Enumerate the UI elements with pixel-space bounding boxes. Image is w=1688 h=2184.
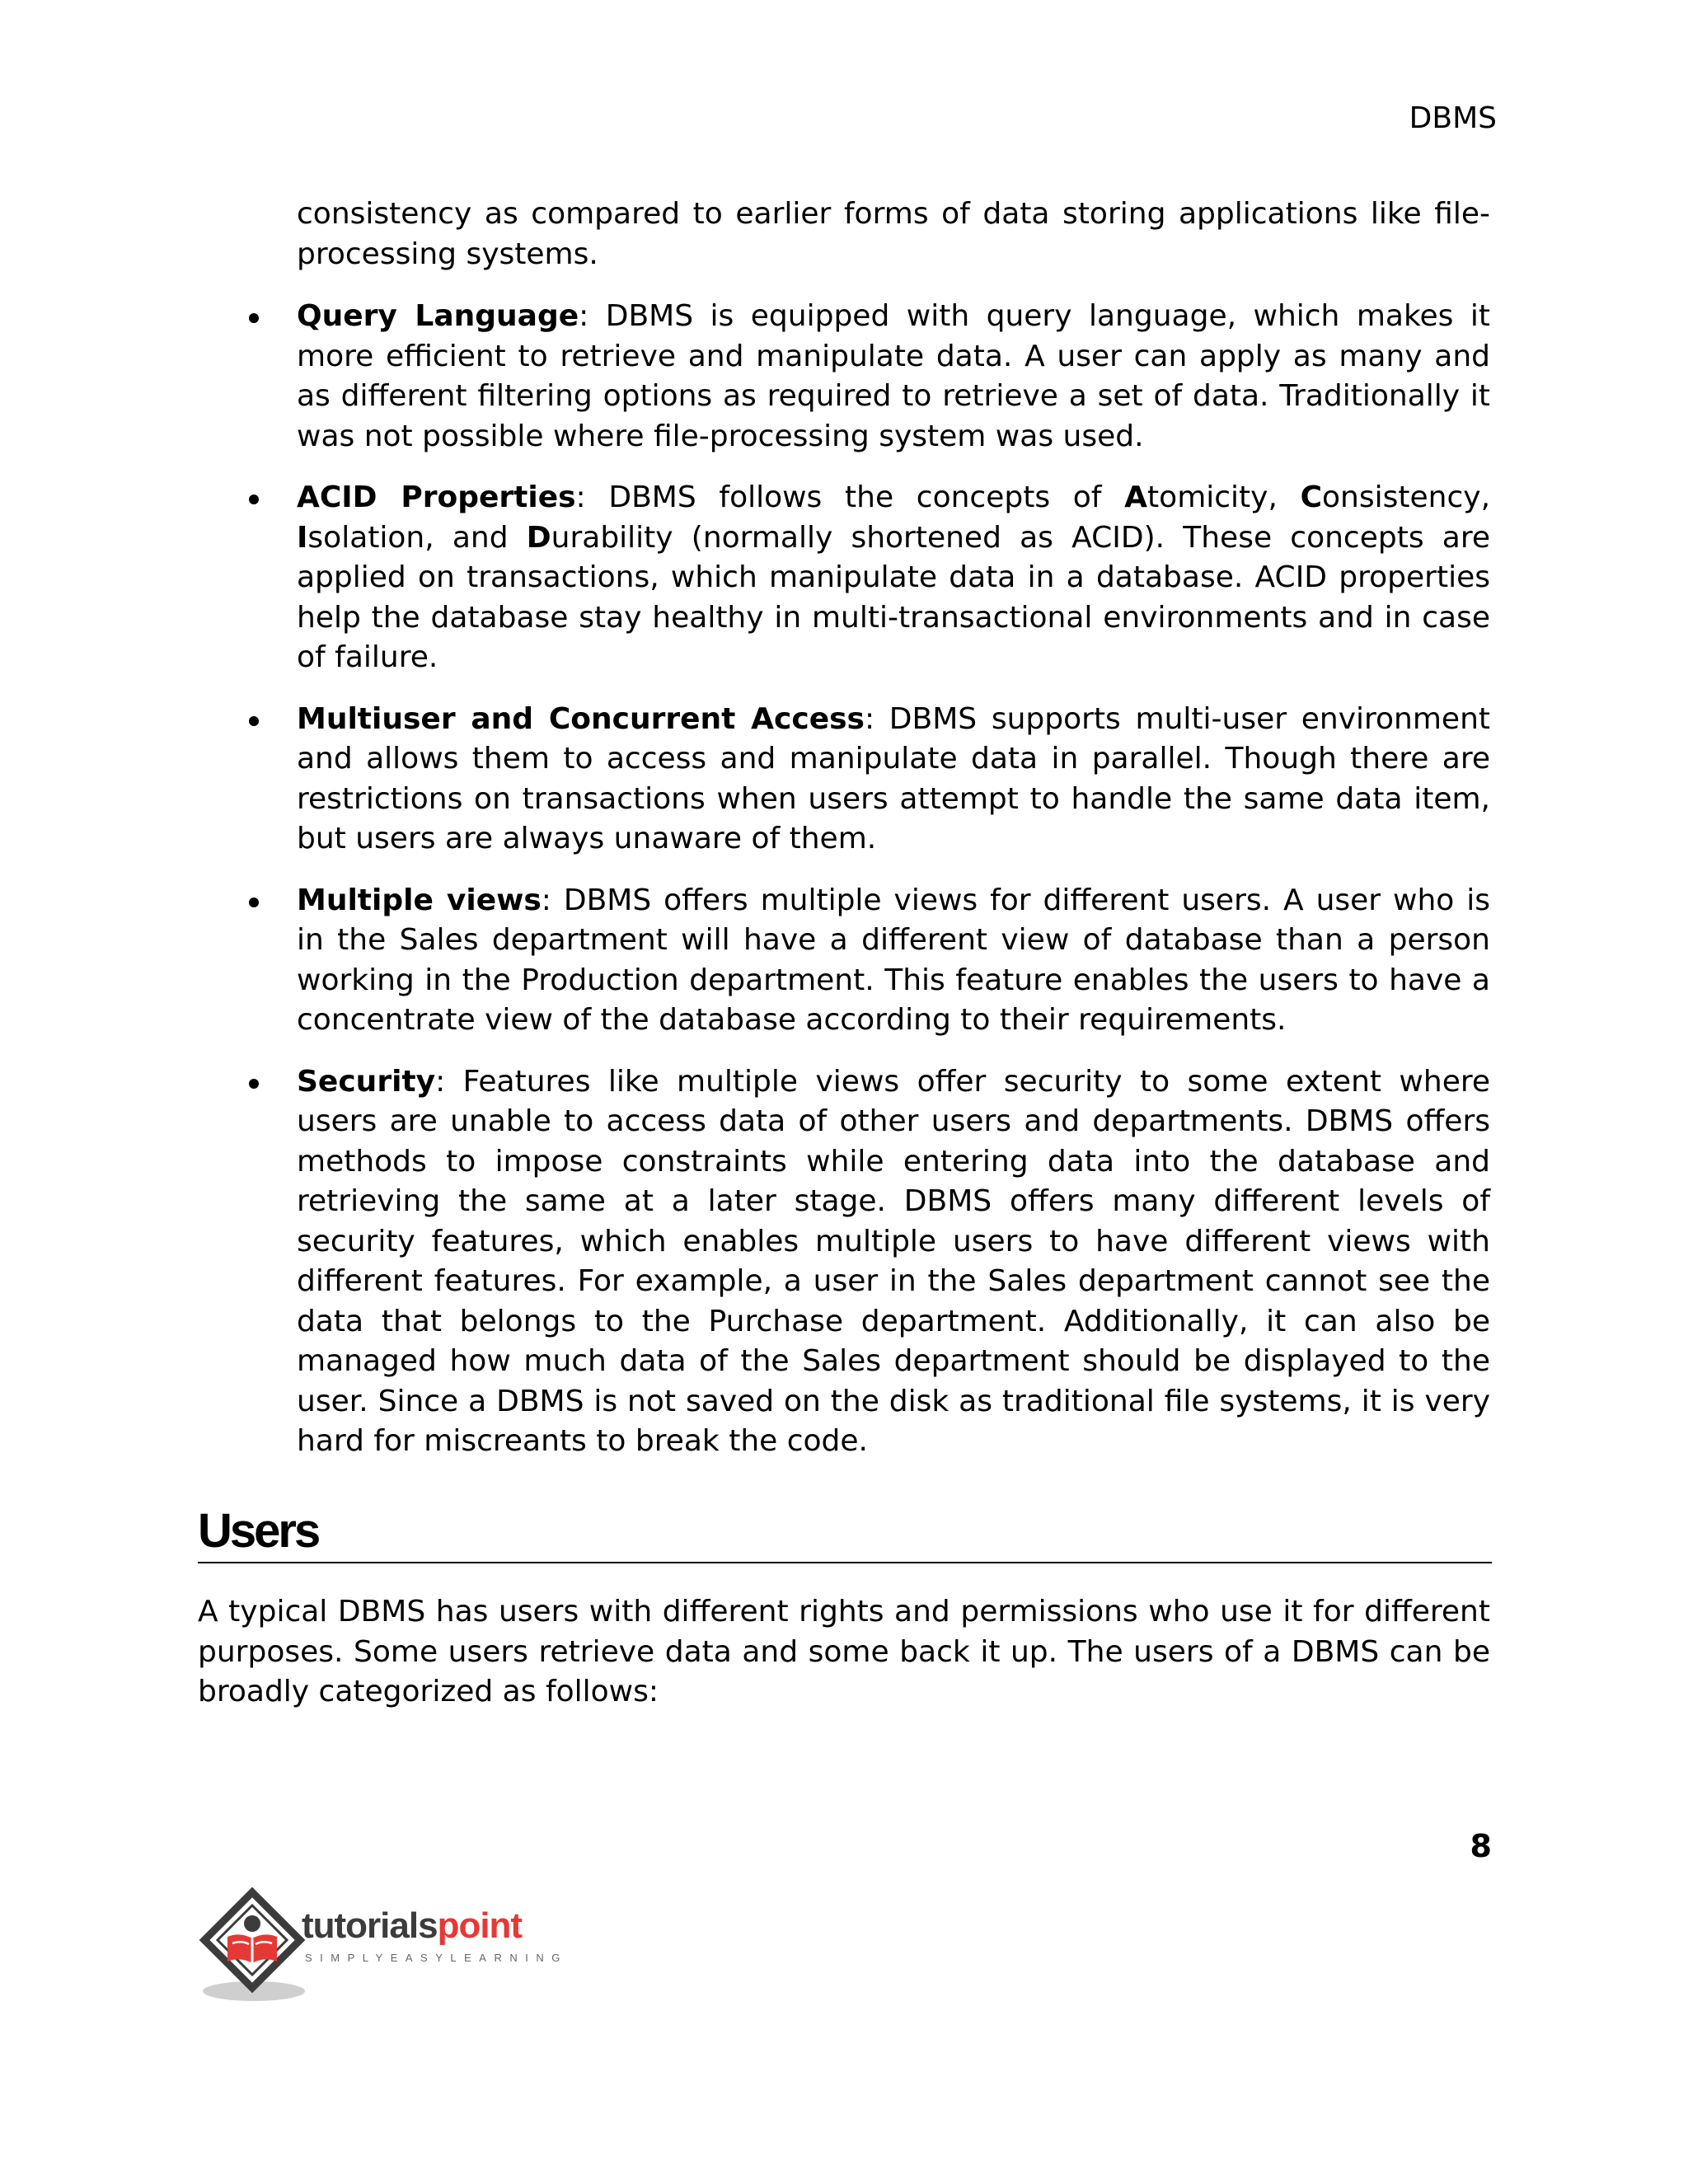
feature-term: ACID Properties	[297, 480, 576, 514]
feature-text: : DBMS is equipped with query language, which makes it more efficient to retrieve and manipulate data. A user can apply as many and as different filtering options as required to retrieve a set of data. Traditionally it was not possible where file-processing system was used.	[297, 299, 1491, 453]
bullet-icon	[249, 1079, 259, 1089]
feature-list	[297, 297, 1490, 1483]
feature-term: Multiple views	[297, 883, 542, 917]
feature-text-part: : DBMS follows the concepts of	[575, 480, 1125, 514]
tutorialspoint-logo-icon	[195, 1886, 310, 2009]
acid-letter: D	[526, 520, 551, 555]
feature-text-part: tomicity,	[1147, 480, 1301, 514]
feature-text: : Features like multiple views offer security to some extent where users are unable to access data of other users and departments. DBMS offers methods to impose constraints while entering data into the database and retrieving the same at a later stage. DBMS offers many different levels of security features, which enables multiple users to have different views with different features. For example, a user in the Sales department cannot see the data that belongs to the Purchase department. Additionally, it can also be managed how much data of the Sales department should be displayed to the user. Since a DBMS is not saved on the disk as traditional file systems, it is very hard for miscreants to break the code.	[297, 1064, 1490, 1458]
feature-term: Multiuser and Concurrent Access	[297, 701, 865, 736]
continuation-paragraph: consistency as compared to earlier forms of data storing applications like file-processing systems.	[297, 197, 1490, 271]
feature-term: Security	[297, 1064, 436, 1099]
feature-text: : DBMS offers multiple views for different users. A user who is in the Sales department will have a different view of database than a person working in the Production department. This feature enables the users to have a concentrate view of the database according to their requirements.	[297, 883, 1490, 1037]
section-heading: Users	[198, 1504, 319, 1558]
bullet-icon	[249, 313, 259, 323]
list-item	[297, 1062, 1490, 1462]
section-intro-paragraph: A typical DBMS has users with different rights and permissions who use it for different purposes. Some users retrieve data and some back it up. The users of a DBMS can be broadly categorized as follows:	[198, 1595, 1490, 1708]
section-heading-block	[198, 1504, 1492, 1563]
feature-text-part: urability (normally shortened as ACID). These concepts are applied on transactions, which manipulate data in a database. ACID properties help the database stay healthy in multi-transactional environments and in case of failure.	[297, 520, 1490, 674]
logo-name-part2: point	[437, 1905, 523, 1946]
list-item	[297, 881, 1490, 1041]
acid-letter: A	[1124, 480, 1148, 514]
feature-term: Query Language	[297, 299, 579, 333]
logo-tagline: SIMPLYEASYLEARNING	[305, 1952, 568, 1964]
list-item	[297, 478, 1490, 678]
acid-letter: I	[297, 520, 308, 555]
logo-wordmark	[302, 1905, 522, 1947]
running-header: DBMS	[1409, 101, 1497, 135]
feature-text: : DBMS supports multi-user environment and allows them to access and manipulate data in parallel. Though there are restrictions on transactions when users attempt to handle the same data item, but users are always unaware of them.	[297, 701, 1490, 855]
bullet-icon	[249, 716, 259, 726]
logo-name-part1: tutorials	[302, 1905, 438, 1946]
feature-text-part: solation, and	[307, 520, 527, 555]
feature-text-part: onsistency,	[1322, 480, 1491, 514]
page-number: 8	[1470, 1828, 1492, 1864]
bullet-icon	[249, 494, 259, 504]
list-item	[297, 700, 1490, 860]
bullet-icon	[249, 898, 259, 907]
publisher-logo	[195, 1886, 574, 2009]
list-item	[297, 297, 1490, 457]
acid-letter: C	[1300, 480, 1323, 514]
